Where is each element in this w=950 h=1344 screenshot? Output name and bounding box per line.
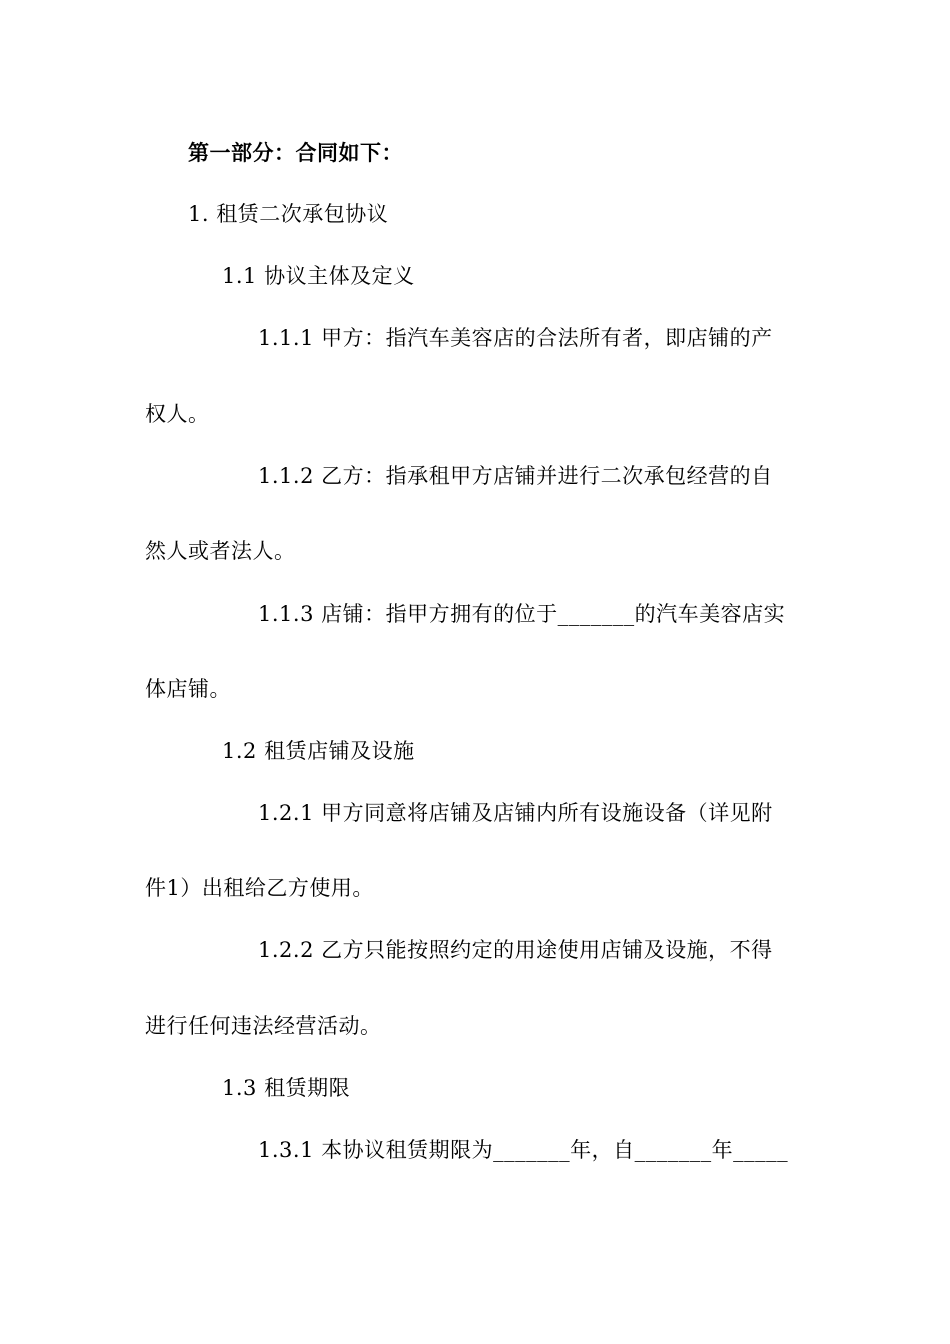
clause-1-title: 1. 租赁二次承包协议 bbox=[188, 202, 389, 226]
clause-1-1-1-line2: 权人。 bbox=[145, 402, 210, 426]
clause-1-1-title: 1.1 协议主体及定义 bbox=[222, 264, 415, 288]
clause-1-2-title: 1.2 租赁店铺及设施 bbox=[222, 739, 415, 763]
clause-1-1-1-line1: 1.1.1 甲方：指汽车美容店的合法所有者，即店铺的产 bbox=[258, 326, 773, 350]
clause-1-1-2-line1: 1.1.2 乙方：指承租甲方店铺并进行二次承包经营的自 bbox=[258, 464, 773, 488]
section-heading: 第一部分：合同如下： bbox=[188, 140, 403, 165]
clause-1-3-1-line1: 1.3.1 本协议租赁期限为_______年，自_______年_____ bbox=[258, 1138, 789, 1162]
clause-1-2-2-line2: 进行任何违法经营活动。 bbox=[145, 1014, 382, 1038]
clause-1-2-2-line1: 1.2.2 乙方只能按照约定的用途使用店铺及设施，不得 bbox=[258, 938, 773, 962]
clause-1-1-3-line2: 体店铺。 bbox=[145, 677, 231, 701]
clause-1-2-1-line2: 件1）出租给乙方使用。 bbox=[145, 876, 374, 900]
clause-1-1-3-line1: 1.1.3 店铺：指甲方拥有的位于_______的汽车美容店实 bbox=[258, 602, 786, 626]
clause-1-1-2-line2: 然人或者法人。 bbox=[145, 539, 296, 563]
clause-1-3-title: 1.3 租赁期限 bbox=[222, 1076, 351, 1100]
clause-1-2-1-line1: 1.2.1 甲方同意将店铺及店铺内所有设施设备（详见附 bbox=[258, 801, 773, 825]
